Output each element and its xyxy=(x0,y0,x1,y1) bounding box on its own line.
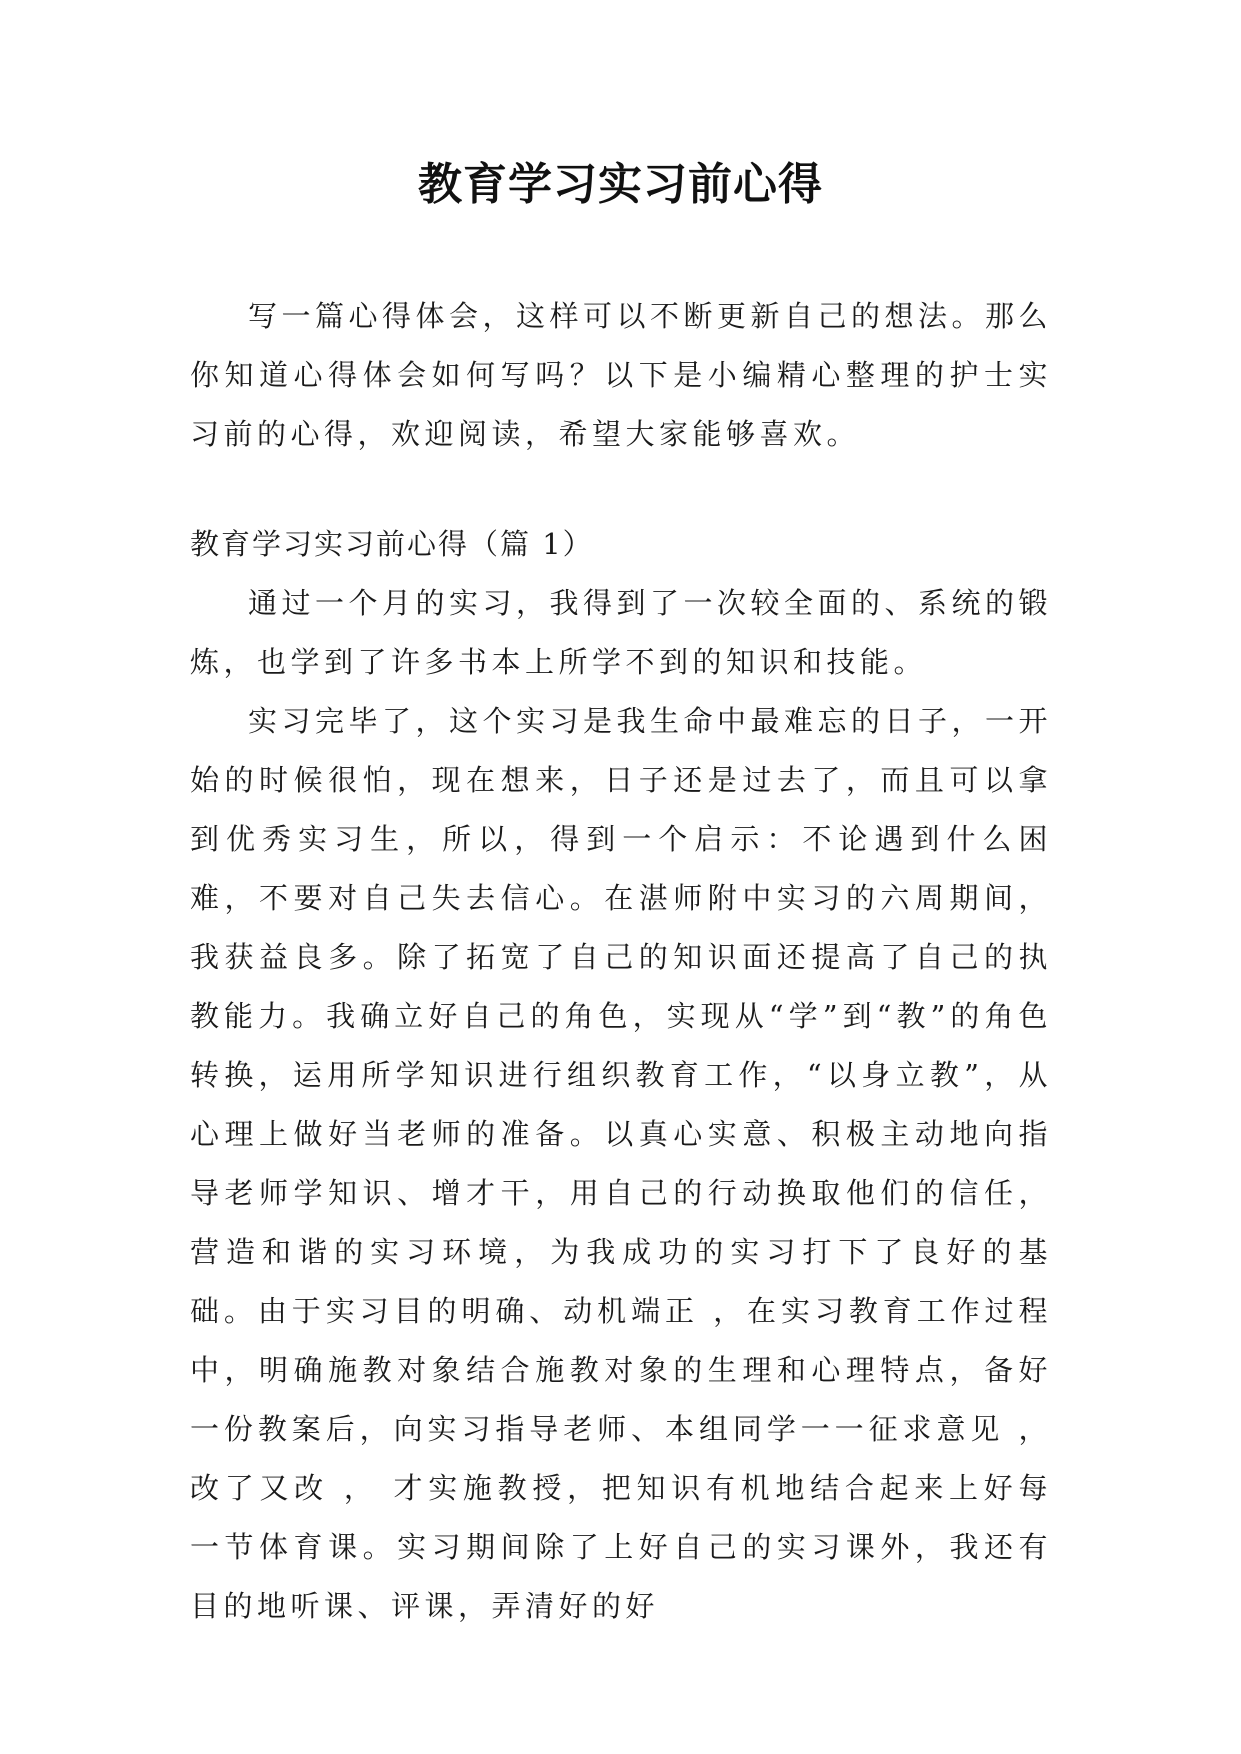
section-heading: 教育学习实习前心得（篇 1） xyxy=(190,527,594,561)
document-body xyxy=(190,287,1052,1636)
body-paragraph-1: 通过一个月的实习，我得到了一次较全面的、系统的锻炼，也学到了许多书本上所学不到的知识和技能。 xyxy=(190,586,1053,679)
intro-paragraph: 写一篇心得体会，这样可以不断更新自己的想法。那么你知道心得体会如何写吗？以下是小编精心整理的护士实习前的心得，欢迎阅读，希望大家能够喜欢。 xyxy=(190,299,1053,451)
document-title: 教育学习实习前心得 xyxy=(418,159,823,210)
body-paragraph-2: 实习完毕了，这个实习是我生命中最难忘的日子，一开始的时候很怕，现在想来，日子还是过去了，而且可以拿到优秀实习生，所以，得到一个启示：不论遇到什么困难，不要对自己失去信心。在湛师附中实习的六周期间，我获益良多。除了拓宽了自己的知识面还提高了自己的执教能力。我确立好自己的角色，实现从“学”到“教”的角色转换，运用所学知识进行组织教育工作，“以身立教”，从心理上做好当老师的准备。以真心实意、积极主动地向指导老师学知识、增才干，用自己的行动换取他们的信任，营造和谐的实习环境，为我成功的实习打下了良好的基础。由于实习目的明确、动机端正 ，在实习教育工作过程中，明确施教对象结合施教对象的生理和心理特点，备好一份教案后，向实习指导老师、本组同学一一征求意见 ， 改了又改 ， 才实施教授，把知识有机地结合起来上好每一节体育课。实习期间除了上好自己的实习课外，我还有目的地听课、评课，弄清好的好 xyxy=(190,704,1053,1623)
